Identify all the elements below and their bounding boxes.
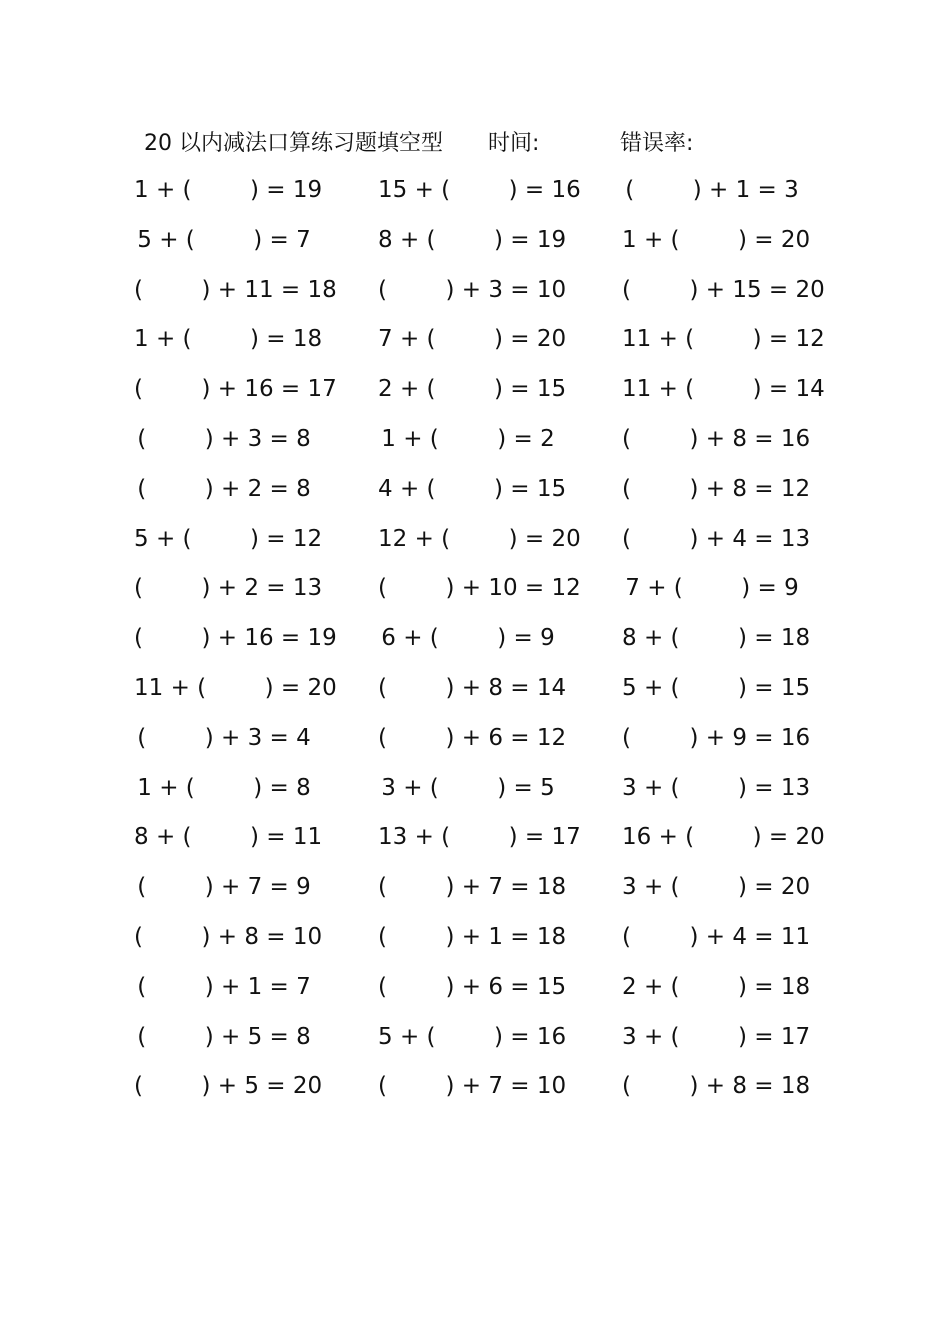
problem-item: 5 + ( ) = 15 [622, 674, 811, 701]
error-rate-label: 错误率: [620, 131, 694, 156]
problem-item: ( ) + 10 = 12 [378, 575, 581, 602]
problem-row [0, 714, 950, 764]
problem-grid [0, 166, 950, 1112]
problem-item: 1 + ( ) = 8 [137, 774, 311, 801]
problem-row [0, 813, 950, 863]
problem-item: ( ) + 8 = 16 [622, 425, 811, 452]
worksheet-title: 20 以内减法口算练习题填空型 [144, 131, 443, 156]
problem-item: ( ) + 3 = 8 [137, 425, 311, 452]
problem-item: ( ) + 11 = 18 [134, 276, 337, 303]
problem-item: ( ) + 1 = 18 [378, 923, 567, 950]
problem-item: ( ) + 2 = 13 [134, 575, 323, 602]
problem-row [0, 664, 950, 714]
problem-item: ( ) + 1 = 3 [625, 177, 799, 203]
worksheet-header [0, 124, 950, 164]
problem-item: ( ) + 8 = 14 [378, 674, 567, 701]
problem-item: ( ) + 15 = 20 [622, 276, 825, 303]
problem-item: 3 + ( ) = 20 [622, 874, 811, 901]
problem-item: ( ) + 3 = 10 [378, 276, 567, 303]
problem-item: 1 + ( ) = 2 [381, 425, 555, 452]
problem-row [0, 315, 950, 365]
problem-item: ( ) + 4 = 11 [622, 923, 811, 950]
problem-item: ( ) + 8 = 18 [622, 1073, 811, 1100]
problem-row [0, 515, 950, 565]
problem-item: 8 + ( ) = 19 [378, 226, 567, 253]
problem-item: ( ) + 5 = 8 [137, 1023, 311, 1050]
problem-item: 8 + ( ) = 18 [622, 625, 811, 652]
problem-item: 5 + ( ) = 16 [378, 1023, 567, 1050]
time-label: 时间: [488, 131, 540, 156]
problem-row [0, 266, 950, 316]
problem-item: 6 + ( ) = 9 [381, 625, 555, 652]
problem-item: 11 + ( ) = 12 [622, 326, 825, 353]
problem-row [0, 764, 950, 814]
problem-row [0, 216, 950, 266]
problem-item: 2 + ( ) = 15 [378, 376, 567, 403]
problem-item: ( ) + 6 = 12 [378, 724, 567, 751]
problem-item: ( ) + 7 = 18 [378, 874, 567, 901]
problem-row [0, 913, 950, 963]
problem-row [0, 1013, 950, 1063]
problem-row [0, 564, 950, 614]
problem-item: 15 + ( ) = 16 [378, 177, 581, 203]
problem-item: ( ) + 9 = 16 [622, 724, 811, 751]
problem-item: 3 + ( ) = 13 [622, 774, 811, 801]
problem-item: 13 + ( ) = 17 [378, 824, 581, 851]
problem-row [0, 415, 950, 465]
problem-item: ( ) + 8 = 12 [622, 475, 811, 502]
problem-item: ( ) + 8 = 10 [134, 923, 323, 950]
problem-item: 7 + ( ) = 9 [625, 575, 799, 602]
problem-item: 11 + ( ) = 14 [622, 376, 825, 403]
problem-row [0, 963, 950, 1013]
problem-row [0, 365, 950, 415]
problem-item: 1 + ( ) = 18 [134, 326, 323, 353]
problem-item: ( ) + 4 = 13 [622, 525, 811, 552]
problem-item: ( ) + 5 = 20 [134, 1073, 323, 1100]
problem-item: 16 + ( ) = 20 [622, 824, 825, 851]
problem-item: 7 + ( ) = 20 [378, 326, 567, 353]
problem-item: 1 + ( ) = 20 [622, 226, 811, 253]
problem-row [0, 166, 950, 216]
problem-item: ( ) + 3 = 4 [137, 724, 311, 751]
problem-item: ( ) + 16 = 19 [134, 625, 337, 652]
problem-item: 5 + ( ) = 7 [137, 226, 311, 253]
problem-item: 11 + ( ) = 20 [134, 674, 337, 701]
problem-item: ( ) + 6 = 15 [378, 973, 567, 1000]
problem-item: ( ) + 2 = 8 [137, 475, 311, 502]
problem-item: ( ) + 7 = 9 [137, 874, 311, 901]
problem-item: 8 + ( ) = 11 [134, 824, 323, 851]
problem-item: 4 + ( ) = 15 [378, 475, 567, 502]
problem-row [0, 863, 950, 913]
problem-item: ( ) + 7 = 10 [378, 1073, 567, 1100]
problem-row [0, 614, 950, 664]
problem-item: 3 + ( ) = 5 [381, 774, 555, 801]
problem-row [0, 1062, 950, 1112]
problem-item: ( ) + 16 = 17 [134, 376, 337, 403]
problem-item: ( ) + 1 = 7 [137, 973, 311, 1000]
problem-item: 5 + ( ) = 12 [134, 525, 323, 552]
problem-item: 12 + ( ) = 20 [378, 525, 581, 552]
problem-row [0, 465, 950, 515]
problem-item: 3 + ( ) = 17 [622, 1023, 811, 1050]
problem-item: 2 + ( ) = 18 [622, 973, 811, 1000]
problem-item: 1 + ( ) = 19 [134, 177, 323, 203]
